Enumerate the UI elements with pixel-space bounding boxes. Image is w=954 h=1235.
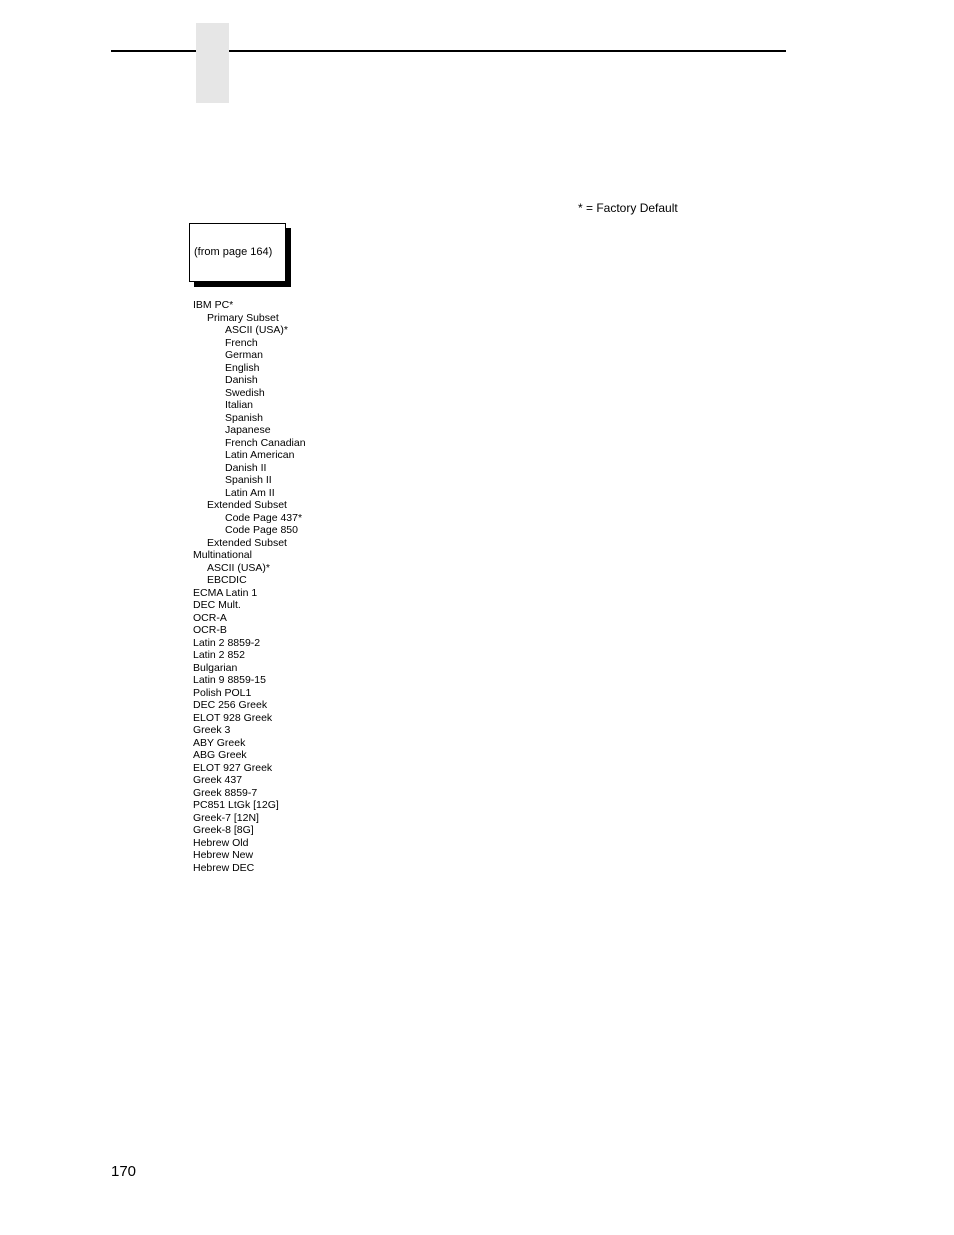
- option-item: Spanish: [225, 411, 263, 424]
- option-item: Danish II: [225, 461, 267, 474]
- option-item: Polish POL1: [193, 686, 252, 699]
- option-item: Swedish: [225, 386, 265, 399]
- option-item: Hebrew Old: [193, 836, 249, 849]
- option-item: ABY Greek: [193, 736, 246, 749]
- option-item: EBCDIC: [207, 574, 247, 586]
- option-item: ELOT 928 Greek: [193, 711, 273, 724]
- option-item: ECMA Latin 1: [193, 586, 258, 599]
- option-item: OCR-B: [193, 624, 227, 636]
- option-item: ABG Greek: [193, 749, 247, 761]
- option-item: French: [225, 336, 258, 349]
- option-item: Code Page 850: [225, 524, 298, 536]
- option-item: German: [225, 349, 263, 361]
- option-item: Extended Subset: [207, 499, 287, 511]
- option-item: Hebrew DEC: [193, 861, 255, 874]
- option-item: ASCII (USA)*: [207, 561, 271, 574]
- menu-box: [189, 223, 286, 282]
- option-item: Italian: [225, 399, 254, 411]
- option-item: Extended Subset: [207, 536, 287, 549]
- option-item: Latin 9 8859-15: [193, 674, 266, 686]
- option-item: IBM PC*: [193, 299, 234, 311]
- page-number: 170: [111, 1163, 137, 1180]
- option-item: Greek-7 [12N]: [193, 811, 259, 824]
- option-item: ELOT 927 Greek: [193, 761, 273, 774]
- option-item: Latin 2 8859-2: [193, 636, 261, 649]
- option-item: Primary Subset: [207, 311, 279, 324]
- option-item: Spanish II: [225, 474, 272, 486]
- option-item: Latin 2 852: [193, 649, 245, 661]
- chapter-tab: [196, 23, 229, 103]
- option-item: Latin American: [225, 449, 295, 461]
- option-item: Hebrew New: [193, 849, 254, 861]
- option-item: ASCII (USA)*: [225, 324, 289, 336]
- option-item: Multinational: [193, 549, 252, 561]
- option-list: [193, 299, 306, 874]
- option-item: Greek 3: [193, 724, 231, 736]
- option-item: DEC Mult.: [193, 599, 241, 611]
- option-item: OCR-A: [193, 611, 227, 624]
- option-item: English: [225, 361, 260, 374]
- option-item: PC851 LtGk [12G]: [193, 799, 279, 811]
- option-item: Code Page 437*: [225, 511, 303, 524]
- option-item: Japanese: [225, 424, 271, 436]
- option-item: Greek 8859-7: [193, 786, 258, 799]
- menu-box-label: (from page 164): [194, 246, 273, 258]
- option-item: Greek 437: [193, 774, 243, 786]
- option-item: Greek-8 [8G]: [193, 824, 254, 836]
- option-item: Latin Am II: [225, 486, 275, 499]
- option-item: Bulgarian: [193, 661, 238, 674]
- option-item: Danish: [225, 374, 258, 386]
- option-item: French Canadian: [225, 436, 306, 449]
- factory-default-legend: * = Factory Default: [578, 201, 678, 215]
- option-item: DEC 256 Greek: [193, 699, 268, 711]
